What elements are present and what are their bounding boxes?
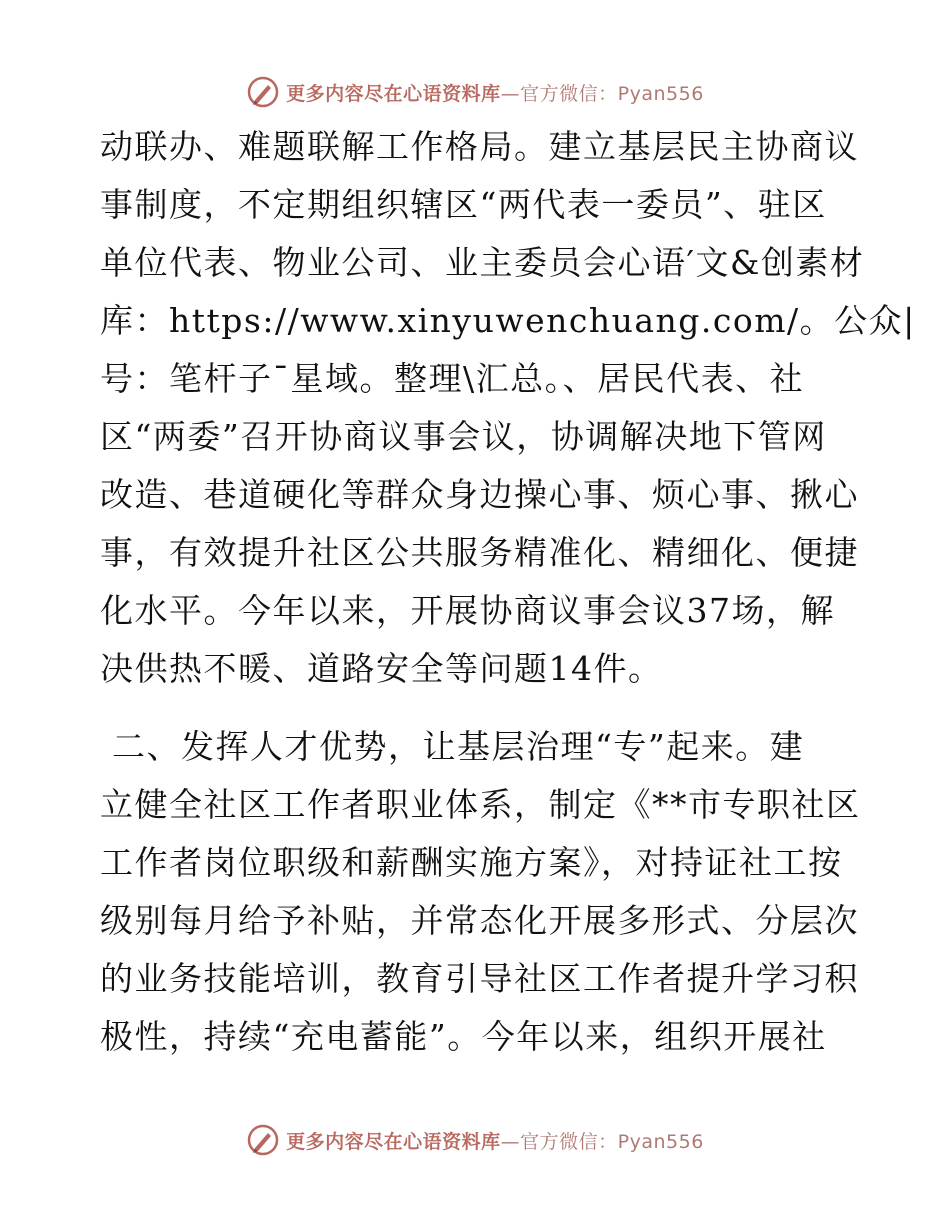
text-line: 二、发挥人才优势，让基层治理“专”起来。建 [100, 727, 805, 766]
footer-banner-text [286, 1127, 704, 1154]
brand-text: 更多内容尽在心语资料库 [286, 1130, 501, 1153]
header-banner [0, 72, 950, 112]
text-line: 号：笔杆子¯星域。整理\汇总。、居民代表、社 [100, 359, 805, 398]
text-line: 改造、巷道硬化等群众身边操心事、烦心事、揪心 [100, 475, 859, 514]
text-line: 事，有效提升社区公共服务精准化、精细化、便捷 [100, 533, 859, 572]
brand-text: 更多内容尽在心语资料库 [286, 82, 501, 105]
text-line: 化水平。今年以来，开展协商议事会议37场，解 [100, 591, 835, 630]
text-line: 级别每月给予补贴，并常态化开展多形式、分层次 [100, 901, 859, 940]
text-line: 工作者岗位职级和薪酬实施方案》，对持证社工按 [100, 843, 843, 882]
pen-logo-icon [246, 75, 280, 109]
text-line: 极性，持续“充电蓄能”。今年以来，组织开展社 [100, 1017, 827, 1056]
wechat-text: 官方微信：Pyan556 [520, 82, 704, 105]
text-line: 事制度，不定期组织辖区“两代表一委员”、驻区 [100, 185, 827, 224]
wechat-text: 官方微信：Pyan556 [520, 1130, 704, 1153]
text-line: 立健全社区工作者职业体系，制定《**市专职社区 [100, 785, 861, 824]
paragraph-2 [100, 718, 861, 1066]
document-body [100, 118, 916, 1066]
pen-logo-icon [246, 1123, 280, 1157]
text-line: 区“两委”召开协商议事会议，协调解决地下管网 [100, 417, 827, 456]
banner-dash: — [500, 82, 521, 105]
text-line: 库：https://www.xinyuwenchuang.com/。公众| [100, 301, 916, 340]
banner-dash: — [500, 1130, 521, 1153]
paragraph-1 [100, 118, 916, 698]
text-line: 的业务技能培训，教育引导社区工作者提升学习积 [100, 959, 859, 998]
header-banner-text [286, 79, 704, 106]
footer-banner [0, 1120, 950, 1160]
text-line: 决供热不暖、道路安全等问题14件。 [100, 649, 663, 688]
text-line: 动联办、难题联解工作格局。建立基层民主协商议 [100, 127, 859, 166]
text-line: 单位代表、物业公司、业主委员会心语′文&创素材 [100, 243, 865, 282]
